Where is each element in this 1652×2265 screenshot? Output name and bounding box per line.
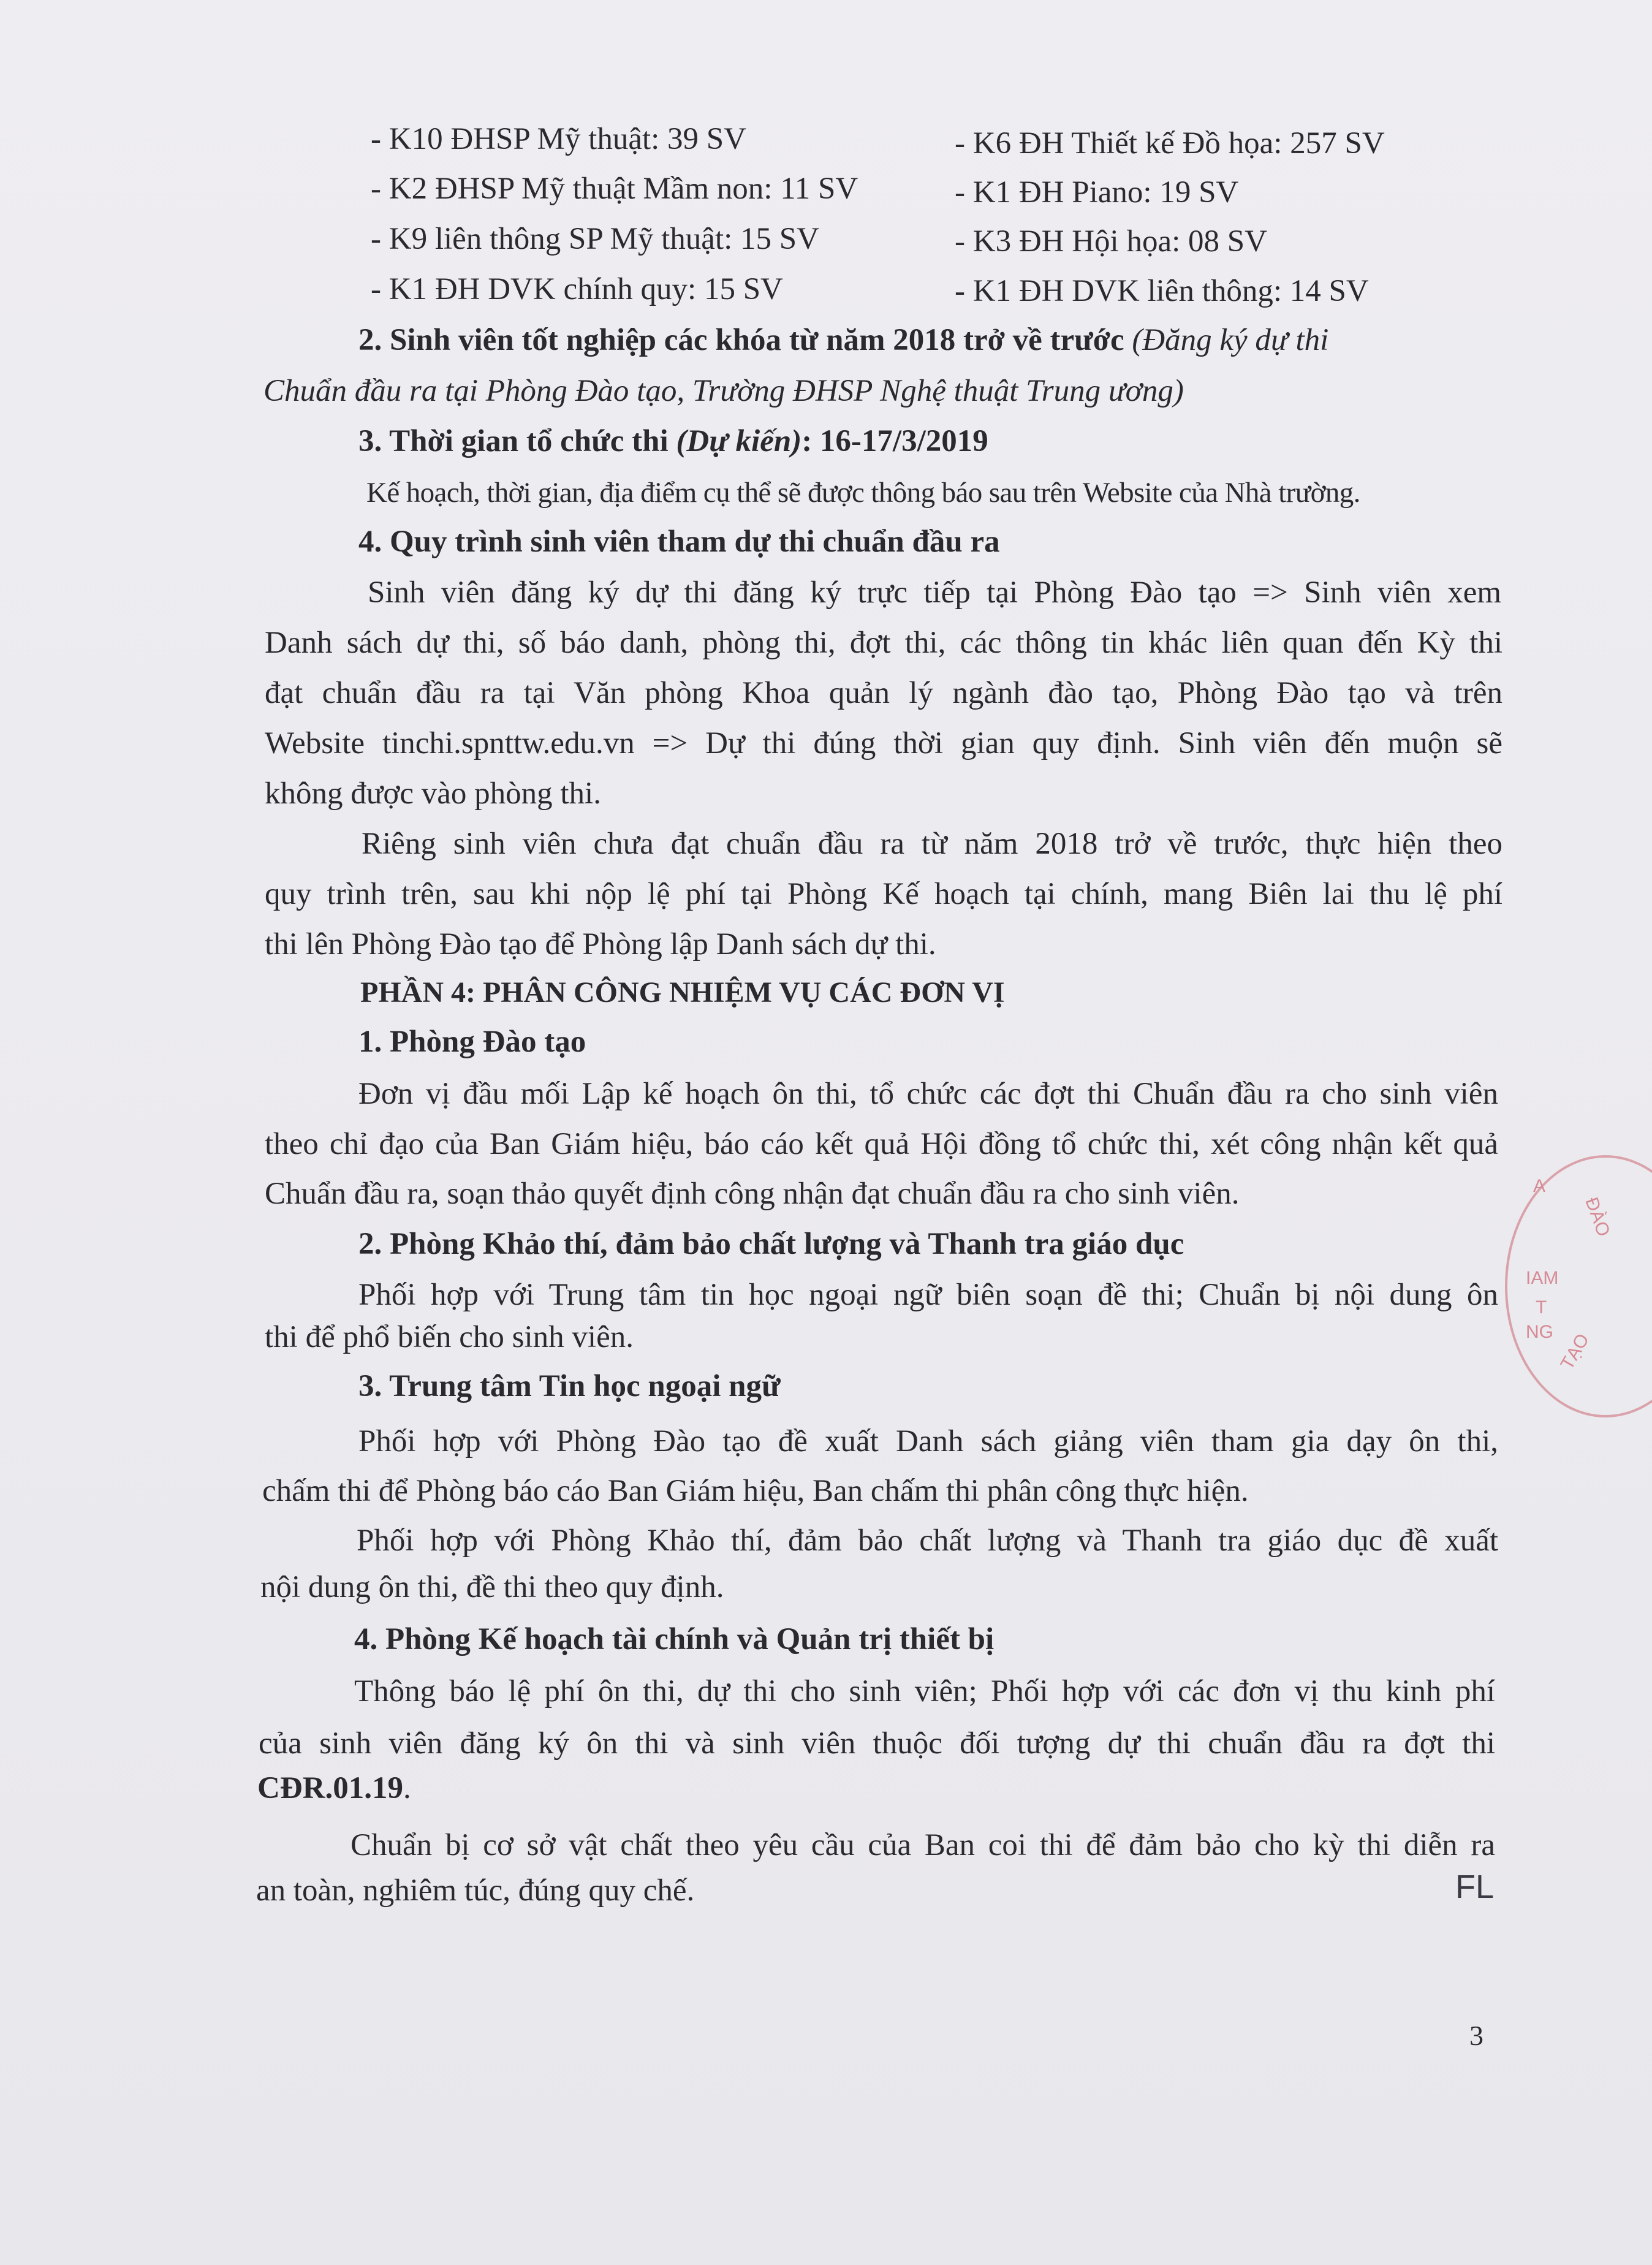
subsection-heading: 4. Phòng Kế hoạch tài chính và Quản trị thiết bị (354, 1622, 995, 1656)
paragraph-line: Website tinchi.spnttw.edu.vn => Dự thi đúng thời gian quy định. Sinh viên đến muộn sẽ (265, 726, 1502, 761)
punctuation: . (403, 1771, 411, 1805)
paragraph-line: đạt chuẩn đầu ra tại Văn phòng Khoa quản lý ngành đào tạo, Phòng Đào tạo và trên (265, 676, 1502, 710)
list-item: - K1 ĐH Piano: 19 SV (955, 175, 1239, 210)
part-heading: PHẦN 4: PHÂN CÔNG NHIỆM VỤ CÁC ĐƠN VỊ (360, 976, 1005, 1009)
list-item: - K2 ĐHSP Mỹ thuật Mầm non: 11 SV (371, 172, 858, 206)
paragraph-line: Phối hợp với Trung tâm tin học ngoại ngữ biên soạn đề thi; Chuẩn bị nội dung ôn (358, 1278, 1498, 1312)
exam-code: CĐR.01.19 (257, 1771, 403, 1805)
paragraph-line: của sinh viên đăng ký ôn thi và sinh viên thuộc đối tượng dự thi chuẩn đầu ra đợt thi (259, 1726, 1495, 1761)
section-heading-3 (358, 423, 988, 460)
handwritten-initials: FL (1455, 1869, 1495, 1905)
paragraph-line: Chuẩn bị cơ sở vật chất theo yêu cầu của Ban coi thi để đảm bảo cho kỳ thi diễn ra (350, 1828, 1495, 1862)
section-heading-text: 2. Sinh viên tốt nghiệp các khóa từ năm 2018 trở về trước (358, 323, 1124, 357)
list-item: - K10 ĐHSP Mỹ thuật: 39 SV (371, 122, 746, 156)
list-item: - K6 ĐH Thiết kế Đồ họa: 257 SV (955, 126, 1385, 161)
stamp-text: NG (1526, 1322, 1553, 1342)
paragraph-line: Đơn vị đầu mối Lập kế hoạch ôn thi, tổ chức các đợt thi Chuẩn đầu ra cho sinh viên (358, 1077, 1498, 1111)
heading-part: : 16-17/3/2019 (801, 424, 988, 458)
paragraph-line: Danh sách dự thi, số báo danh, phòng thi, đợt thi, các thông tin khác liên quan đến Kỳ thi (265, 626, 1502, 660)
stamp-text: ĐÀO (1581, 1194, 1614, 1240)
official-stamp (1505, 1155, 1652, 1417)
subsection-heading: 3. Trung tâm Tin học ngoại ngữ (358, 1369, 781, 1403)
list-item: - K9 liên thông SP Mỹ thuật: 15 SV (371, 222, 819, 256)
paragraph-line (257, 1770, 411, 1807)
subsection-heading: 2. Phòng Khảo thí, đảm bảo chất lượng và Thanh tra giáo dục (358, 1227, 1184, 1261)
paragraph-line: quy trình trên, sau khi nộp lệ phí tại Phòng Kế hoạch tại chính, mang Biên lai thu lệ phí (265, 877, 1502, 911)
stamp-text: A (1533, 1176, 1546, 1196)
subsection-heading: 1. Phòng Đào tạo (358, 1025, 586, 1059)
section-heading-2 (358, 322, 1503, 359)
paragraph: Kế hoạch, thời gian, địa điểm cụ thể sẽ được thông báo sau trên Website của Nhà trường. (366, 477, 1360, 509)
section-note-line: Chuẩn đầu ra tại Phòng Đào tạo, Trường ĐHSP Nghệ thuật Trung ương) (263, 374, 1184, 408)
list-item: - K1 ĐH DVK chính quy: 15 SV (371, 272, 783, 306)
stamp-text: T (1536, 1297, 1547, 1318)
paragraph-line: Phối hợp với Phòng Khảo thí, đảm bảo chất lượng và Thanh tra giáo dục đề xuất (357, 1523, 1498, 1558)
paragraph-line: Chuẩn đầu ra, soạn thảo quyết định công nhận đạt chuẩn đầu ra cho sinh viên. (265, 1177, 1240, 1211)
paragraph-line: Sinh viên đăng ký dự thi đăng ký trực tiếp tại Phòng Đào tạo => Sinh viên xem (368, 575, 1501, 610)
paragraph-line: thi lên Phòng Đào tạo để Phòng lập Danh sách dự thi. (265, 927, 936, 962)
paragraph-line: Thông báo lệ phí ôn thi, dự thi cho sinh viên; Phối hợp với các đơn vị thu kinh phí (354, 1674, 1495, 1709)
paragraph-line: Riêng sinh viên chưa đạt chuẩn đầu ra từ năm 2018 trở về trước, thực hiện theo (362, 827, 1502, 861)
section-heading-4: 4. Quy trình sinh viên tham dự thi chuẩn đầu ra (358, 525, 1000, 559)
paragraph-line: Phối hợp với Phòng Đào tạo đề xuất Danh sách giảng viên tham gia dạy ôn thi, (358, 1424, 1498, 1459)
page-number: 3 (1469, 2020, 1483, 2051)
heading-part: 3. Thời gian tổ chức thi (358, 424, 676, 458)
section-note: (Đăng ký dự thi (1132, 323, 1329, 357)
paragraph-line: theo chỉ đạo của Ban Giám hiệu, báo cáo kết quả Hội đồng tổ chức thi, xét công nhận kết quả (265, 1127, 1498, 1161)
paragraph-line: thi để phổ biến cho sinh viên. (265, 1320, 634, 1354)
paragraph-line: an toàn, nghiêm túc, đúng quy chế. (256, 1873, 695, 1908)
heading-part: (Dự kiến) (676, 424, 802, 458)
paragraph-line: chấm thi để Phòng báo cáo Ban Giám hiệu, Ban chấm thi phân công thực hiện. (262, 1474, 1249, 1508)
list-item: - K1 ĐH DVK liên thông: 14 SV (955, 274, 1369, 308)
paragraph-line: nội dung ôn thi, đề thi theo quy định. (260, 1570, 724, 1604)
list-item: - K3 ĐH Hội họa: 08 SV (955, 224, 1267, 259)
paragraph-line: không được vào phòng thi. (265, 776, 601, 811)
stamp-text: TẠO (1556, 1330, 1594, 1373)
stamp-text: IAM (1526, 1268, 1559, 1288)
